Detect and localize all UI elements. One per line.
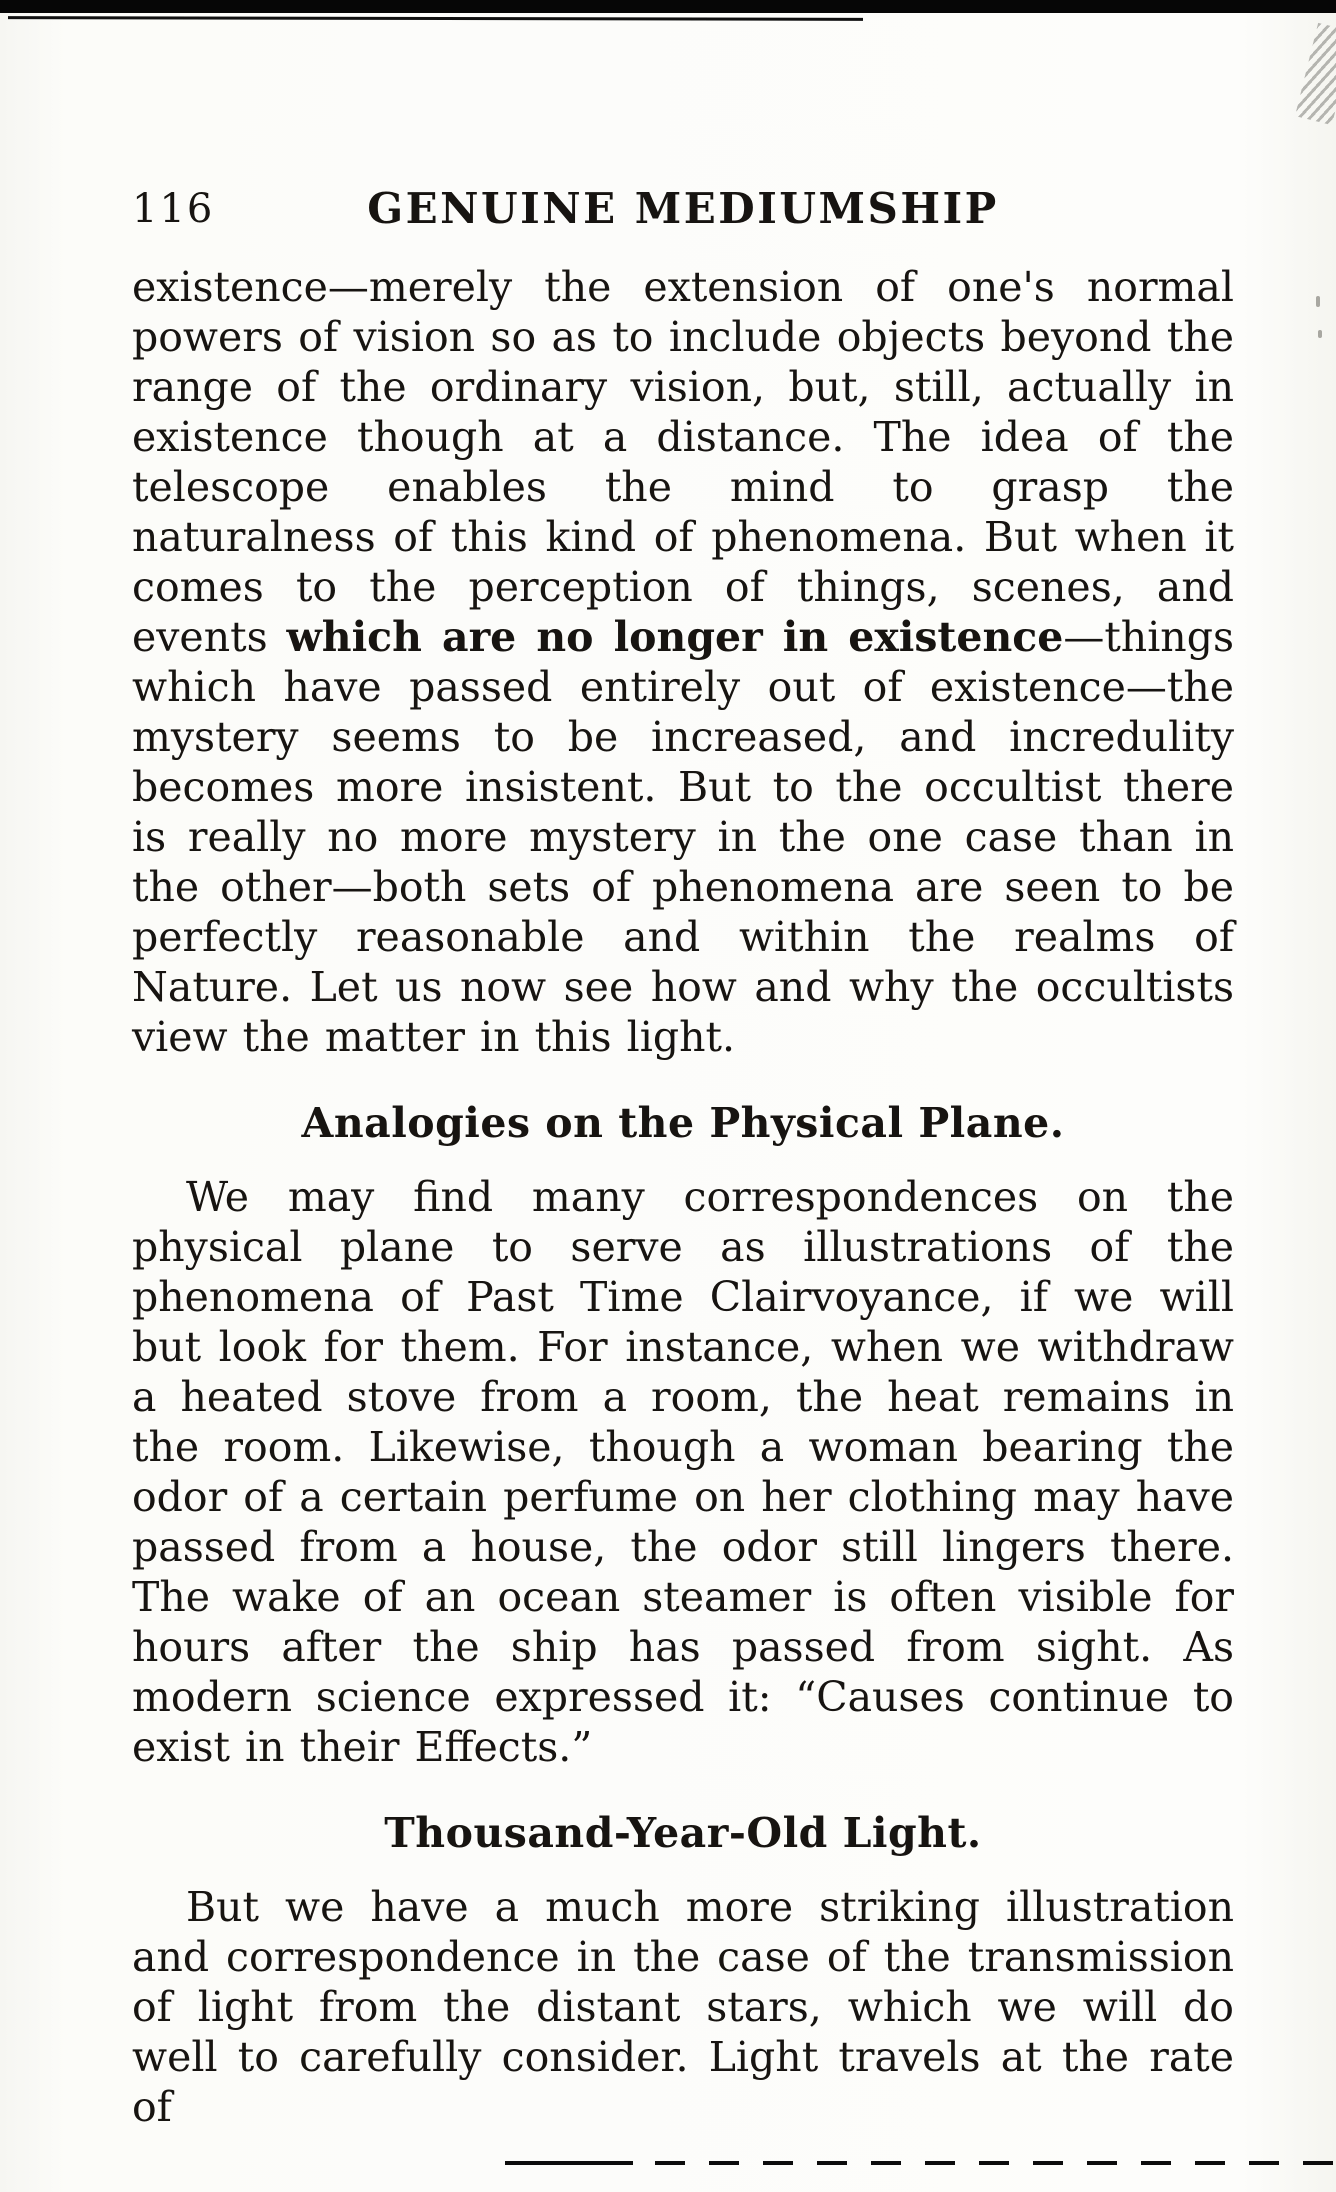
section-heading-analogies: Analogies on the Physical Plane. [301,1099,1065,1147]
scan-bottom-dashed-line [505,2161,1336,2166]
paragraph-existence-continuation [132,262,1234,1062]
running-title: GENUINE MEDIUMSHIP [367,184,999,233]
paragraph-text: —things which have passed entirely out of existence—the mystery seems to be increased, and incredulity becomes more insistent. But to the occultist there is really no more mystery in the one case than in the other—both sets of phenomena are seen to be perfectly reasonable and within the realms of Nature. Let us now see how and why the occultists view the matter in this light. [132,613,1234,1061]
scan-smudge-mark [1295,23,1336,125]
scan-edge-bar [0,0,1336,13]
section-heading-thousand-year-light: Thousand-Year-Old Light. [384,1809,982,1857]
scan-speck [1318,330,1322,338]
text-column [132,184,1234,2132]
scan-dash-segment [505,2161,633,2165]
paragraph-thousand-year-light: But we have a much more striking illustration and correspondence in the case of the transmission of light from the distant stars, which we will do well to carefully consider. Light travels at the rate of [132,1883,1234,2131]
page-header [132,184,1234,240]
paragraph-analogies: We may find many correspondences on the physical plane to serve as illustrations of the phenomena of Past Time Clairvoyance, if we will but look for them. For instance, when we withdraw a heated stove from a room, the heat remains in the room. Likewise, though a woman bearing the odor of a certain perfume on her clothing may have passed from a house, the odor still lingers there. The wake of an ocean steamer is often visible for hours after the ship has passed from sight. As modern science expressed it: “Causes continue to exist in their Effects.” [132,1173,1234,1771]
bold-phrase: which are no longer in existence [286,613,1064,661]
scan-edge-line [8,16,863,21]
scan-speck [1316,296,1320,307]
page-number: 116 [132,186,215,232]
paragraph-text: existence—merely the extension of one's normal powers of vision so as to include objects beyond the range of the ordinary vision, but, still, actually in existence though at a distance. The idea of the telescope enables the mind to grasp the naturalness of this kind of phenomena. But when it comes to the perception of things, scenes, and events [132,263,1234,661]
scan-dash-segments [655,2161,1336,2165]
